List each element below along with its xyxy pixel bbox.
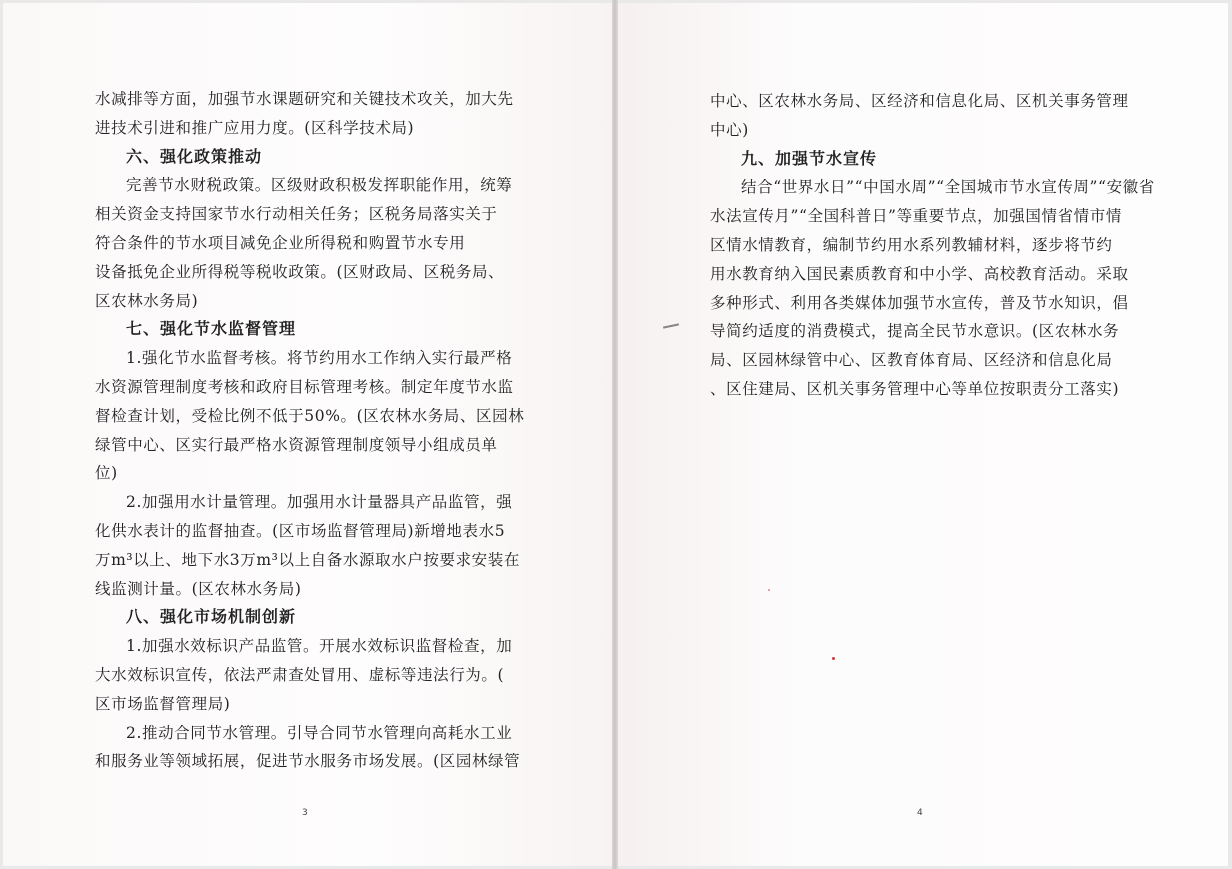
text-line: 大水效标识宣传，依法严肃查处冒用、虚标等违法行为。( [95,665,505,684]
text-line: 化供水表计的监督抽查。(区市场监督管理局)新增地表水5 [95,521,506,540]
text-line: 区农林水务局) [95,291,199,310]
page-number: 3 [302,808,308,818]
text-line: 进技术引进和推广应用力度。(区科学技术局) [95,118,415,137]
text-line: 督检查计划，受检比例不低于50%。(区农林水务局、区园林 [95,406,525,425]
text-line: 和服务业等领域拓展，促进节水服务市场发展。(区园林绿管 [95,752,521,771]
ink-speck [832,657,835,660]
section-heading: 七、强化节水监督管理 [126,319,297,339]
left-page-content [95,85,525,776]
text-line: 水减排等方面，加强节水课题研究和关键技术攻关，加大先 [95,90,514,108]
text-line: 相关资金支持国家节水行动相关任务；区税务局落实关于 [95,205,498,224]
text-line: 线监测计量。(区农林水务局) [95,579,302,598]
text-line: 设备抵免企业所得税等税收政策。(区财政局、区税务局、 [95,262,505,281]
text-line: 多种形式、利用各类媒体加强节水宣传，普及节水知识，倡 [710,293,1129,312]
text-line: 1.强化节水监督考核。将节约用水工作纳入实行最严格 [126,349,513,368]
text-line: 中心) [710,120,749,139]
text-line: 符合条件的节水项目减免企业所得税和购置节水专用 [95,233,466,252]
text-line: 区市场监督管理局) [95,694,231,713]
section-heading: 八、强化市场机制创新 [126,607,297,627]
text-line: 完善节水财税政策。区级财政积极发挥职能作用，统筹 [126,176,513,195]
text-line: 万m³以上、地下水3万m³以上自备水源取水户按要求安装在 [95,550,520,569]
text-line: 结合“世界水日”“中国水周”“全国城市节水宣传周”“安徽省 [741,178,1155,197]
text-line: 中心、区农林水务局、区经济和信息化局、区机关事务管理 [710,92,1129,110]
text-line: 1.加强水效标识产品监管。开展水效标识监督检查，加 [126,637,513,656]
text-line: 位) [95,464,118,483]
ink-speck [768,589,770,591]
text-line: 2.加强用水计量管理。加强用水计量器具产品监管，强 [126,493,513,512]
text-line: 导简约适度的消费模式，提高全民节水意识。(区农林水务 [710,322,1120,341]
left-page [3,3,612,866]
text-line: 局、区园林绿管中心、区教育体育局、区经济和信息化局 [710,351,1113,370]
page-number: 4 [917,808,923,818]
section-heading: 九、加强节水宣传 [741,148,878,168]
text-line: 、区住建局、区机关事务管理中心等单位按职责分工落实) [710,379,1120,398]
text-line: 2.推动合同节水管理。引导合同节水管理向高耗水工业 [126,723,513,742]
text-line: 用水教育纳入国民素质教育和中小学、高校教育活动。采取 [710,264,1129,283]
right-page [618,3,1228,866]
text-line: 绿管中心、区实行最严格水资源管理制度领导小组成员单 [95,435,498,454]
text-line: 区情水情教育，编制节约用水系列教辅材料，逐步将节约 [710,235,1113,254]
section-heading: 六、强化政策推动 [126,146,263,166]
right-page-content [710,87,1155,404]
text-line: 水资源管理制度考核和政府目标管理考核。制定年度节水监 [95,377,514,396]
text-line: 水法宣传月”“全国科普日”等重要节点，加强国情省情市情 [710,207,1122,226]
